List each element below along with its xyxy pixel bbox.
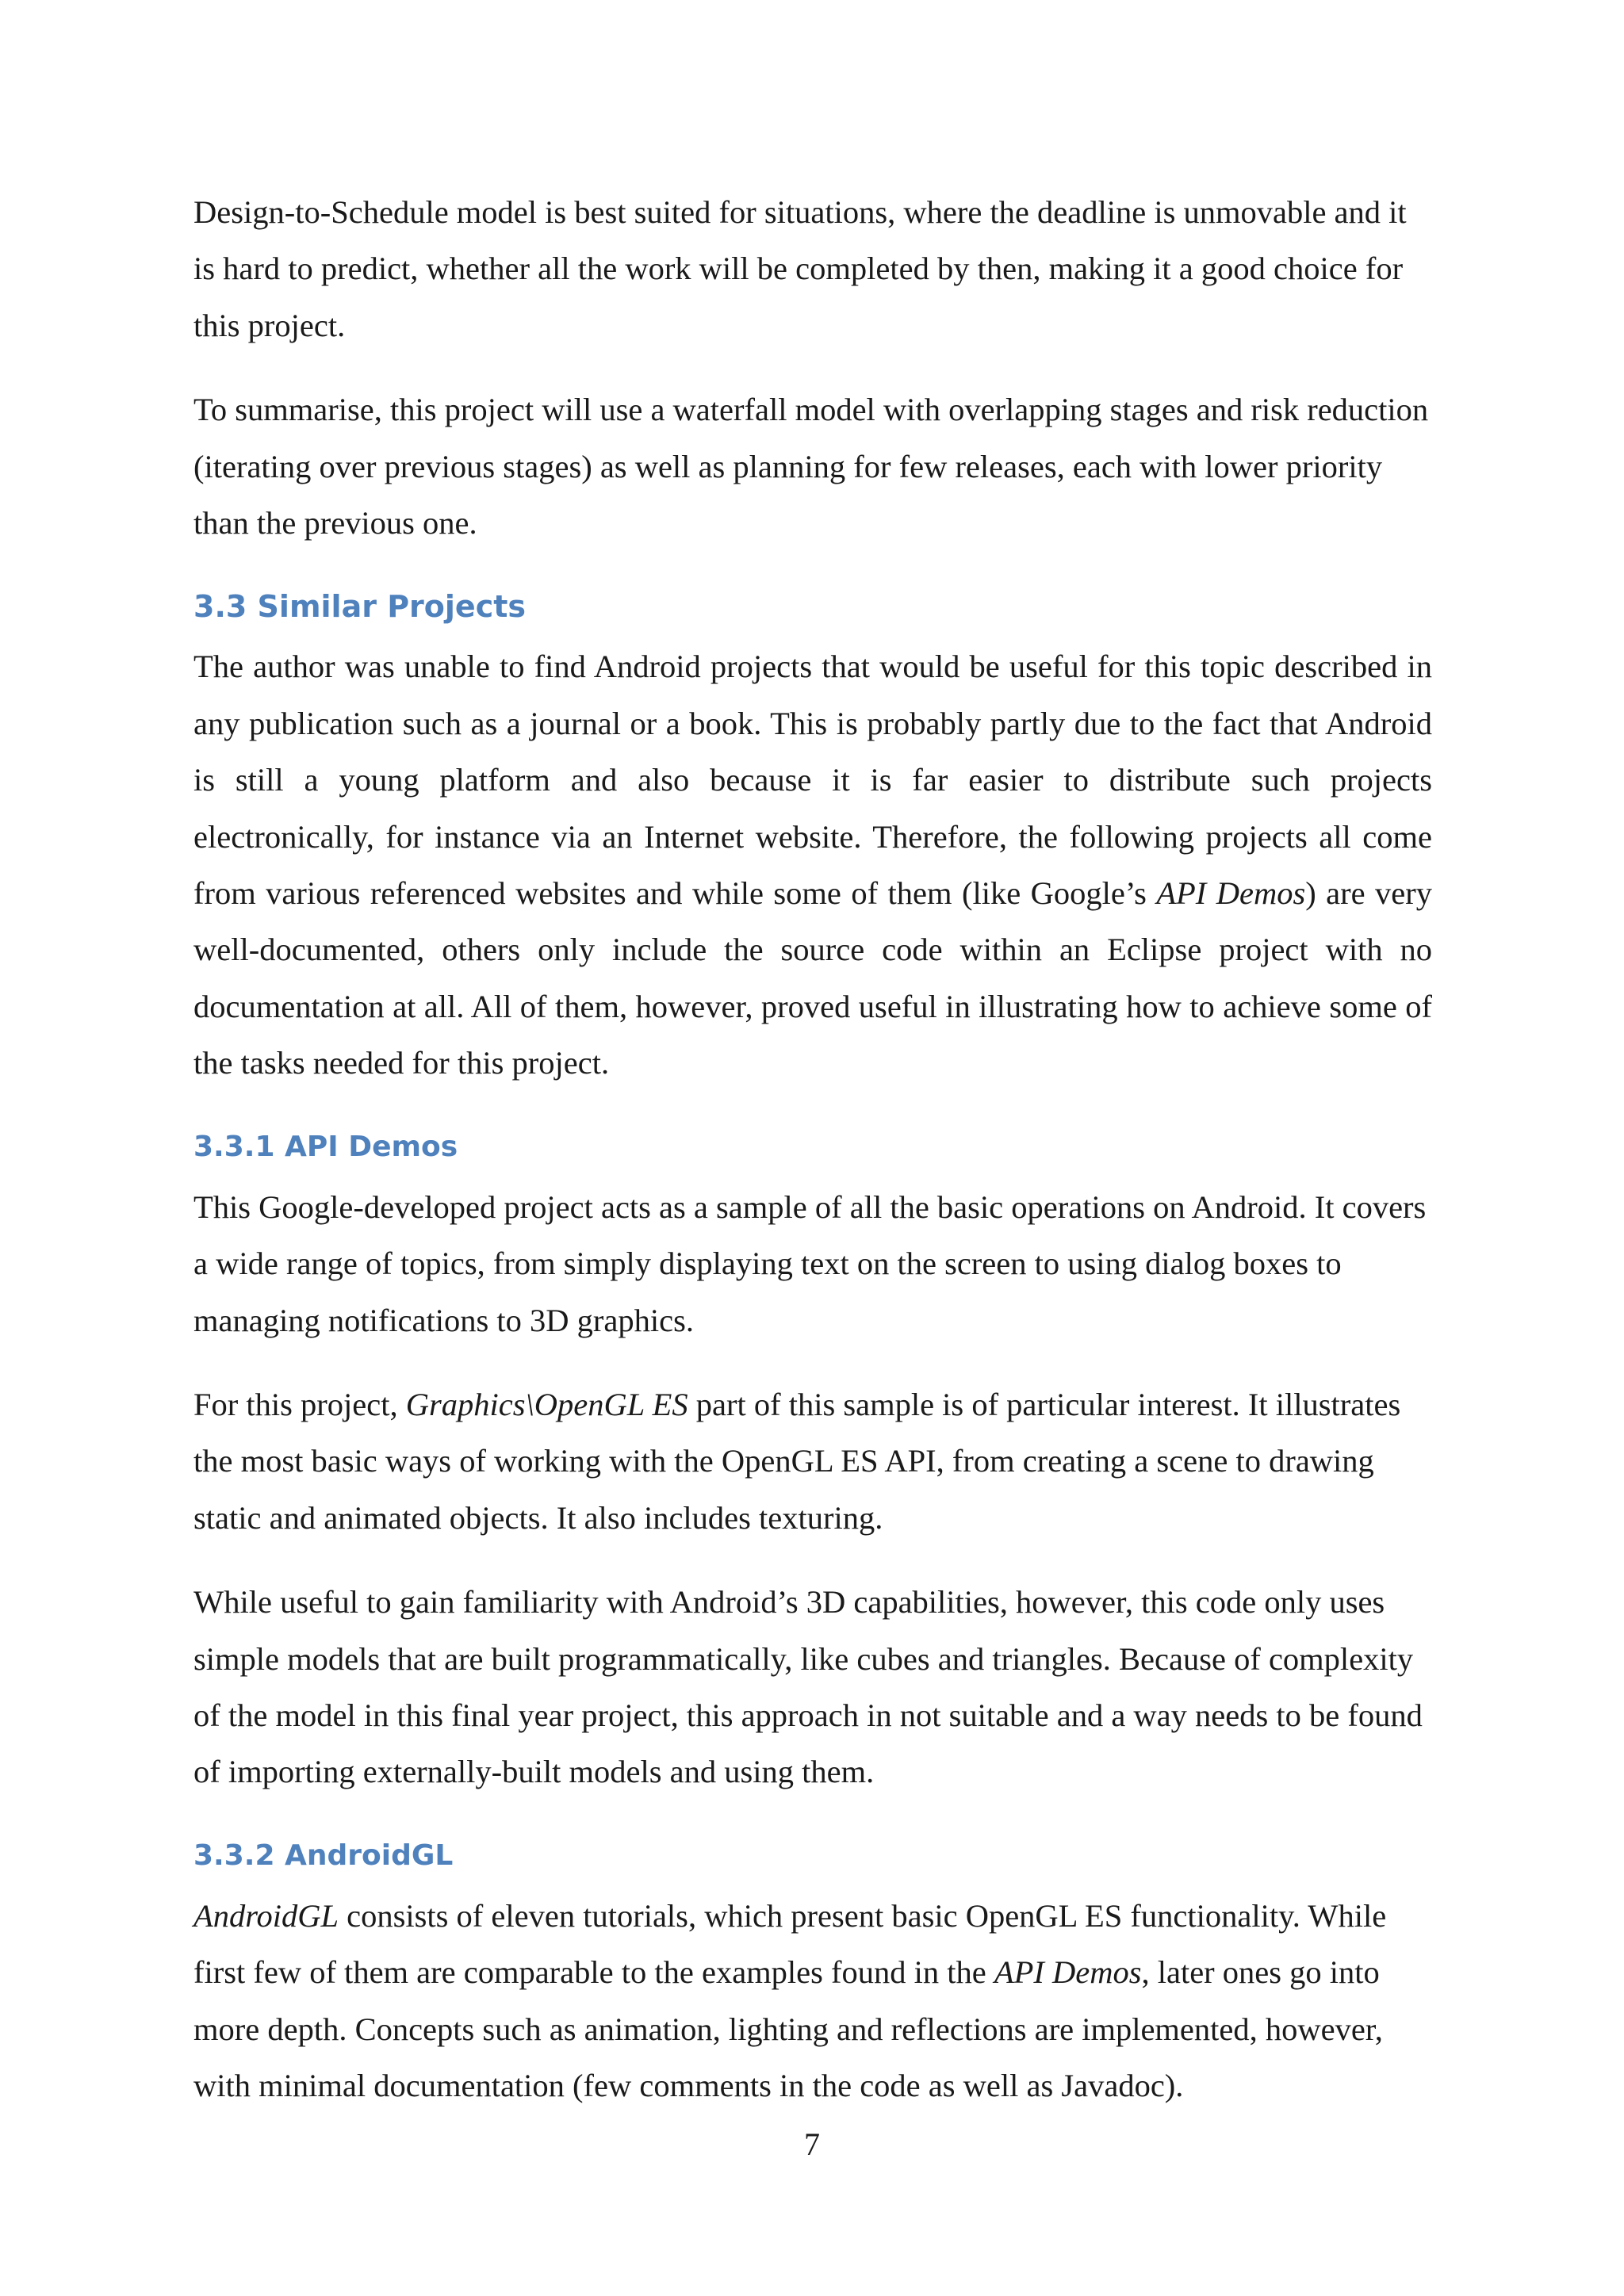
text-run: consists of eleven tutorials, which present basic OpenGL ES functionality. While first few of them are comparable to the examples found in the [193,1897,1387,1991]
text-run: ) are very well-documented, others only include the source code within an Eclipse project with no documentation at all. All of them, however, proved useful in illustrating how to achieve some of the tasks needed for this project. [193,875,1433,1081]
text-run: For this project, [193,1386,406,1422]
paragraph-similar-projects [193,638,1432,1091]
paragraph-summary: To summarise, this project will use a waterfall model with overlapping stages and risk reduction (iterating over previous stages) as well as planning for few releases, each with lower priority than the previous one. [193,392,1429,541]
paragraph-opengl-es [193,1376,1432,1546]
paragraph-androidgl [193,1888,1432,2114]
italic-term: AndroidGL [193,1897,339,1934]
heading-androidgl: 3.3.2 AndroidGL [193,1839,454,1872]
italic-term: API Demos [994,1954,1142,1991]
text-run: The author was unable to find Android projects that would be useful for this topic described in any publication such as a journal or a book. This is probably partly due to the fact that Android is still a young platform and also because it is far easier to distribute such projects electronically, for instance via an Internet website. Therefore, the following projects all come from various referenced websites and while some of them (like Google’s [193,649,1432,912]
page-number: 7 [804,2126,820,2162]
italic-term: API Demos [1156,875,1306,912]
paragraph-api-demos-intro: This Google-developed project acts as a sample of all the basic operations on Android. It covers a wide range of topics, from simply displaying text on the screen to using dialog boxes to managing notifications to 3D graphics. [193,1188,1427,1338]
page-content [193,184,1432,2114]
heading-similar-projects: 3.3 Similar Projects [193,589,527,625]
italic-term: Graphics\OpenGL ES [405,1386,688,1422]
text-run: part of this sample is of particular interest. It illustrates the most basic ways of working with the OpenGL ES API, from creating a scene to drawing static and animated objects. It also includes texturing. [193,1386,1401,1536]
heading-api-demos: 3.3.1 API Demos [193,1130,458,1163]
text-run: , later ones go into more depth. Concepts such as animation, lighting and reflections are implemented, however, with minimal documentation (few comments in the code as well as Javadoc). [193,1954,1383,2103]
paragraph-design-to-schedule: Design-to-Schedule model is best suited for situations, where the deadline is unmovable and it is hard to predict, whether all the work will be completed by then, making it a good choice for this project. [193,194,1407,343]
paragraph-3d-capabilities: While useful to gain familiarity with Android’s 3D capabilities, however, this code only uses simple models that are built programmatically, like cubes and triangles. Because of complexity of the model in this final year project, this approach in not suitable and a way needs to be found of importing externally-built models and using them. [193,1584,1423,1790]
